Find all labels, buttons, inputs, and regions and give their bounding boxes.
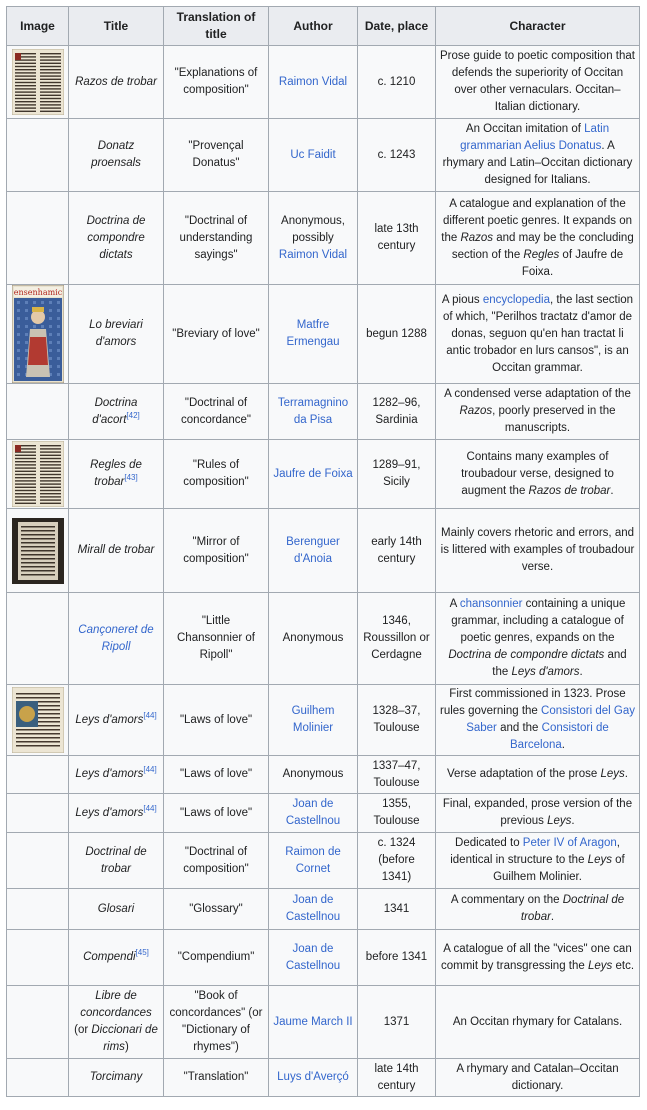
text-run: Anonymous, possibly xyxy=(281,214,345,244)
italic-text: Leys xyxy=(587,959,613,972)
translation-cell: "Laws of love" xyxy=(164,794,269,833)
image-cell xyxy=(7,1059,69,1097)
character-cell xyxy=(436,833,640,889)
table-row xyxy=(7,833,640,889)
date-place-cell: 1289–91, Sicily xyxy=(358,440,436,509)
author-cell xyxy=(269,794,358,833)
image-cell xyxy=(7,889,69,930)
translation-cell: "Mirror of composition" xyxy=(164,509,269,593)
character-cell xyxy=(436,685,640,756)
table-row xyxy=(7,986,640,1059)
citation-ref[interactable]: [43] xyxy=(124,473,138,483)
translation-cell: "Glossary" xyxy=(164,889,269,930)
table-row xyxy=(7,685,640,756)
author-cell xyxy=(269,685,358,756)
text-run: A commentary on the xyxy=(450,894,563,906)
image-cell xyxy=(7,685,69,756)
treatises-table xyxy=(6,6,640,1097)
image-cell xyxy=(7,794,69,833)
table-row xyxy=(7,930,640,986)
table-row xyxy=(7,384,640,440)
italic-text: Leys xyxy=(547,815,572,827)
character-cell xyxy=(436,46,640,119)
title-cell xyxy=(69,889,164,930)
text-run: , poorly preserved in the manuscripts. xyxy=(492,405,616,434)
table-row xyxy=(7,794,640,833)
wiki-link[interactable]: encyclopedia xyxy=(482,293,550,306)
text-run: Prose guide to poetic composition that defends the superiority of Occitan over other vernaculars. Occitan–Italian dictionary. xyxy=(440,50,635,113)
table-row xyxy=(7,509,640,593)
title-cell xyxy=(69,685,164,756)
table-row xyxy=(7,46,640,119)
date-place-cell: c. 1243 xyxy=(358,119,436,192)
wiki-link[interactable]: Matfre Ermengau xyxy=(286,319,340,348)
date-place-cell: 1346, Roussillon or Cerdagne xyxy=(358,593,436,685)
character-cell xyxy=(436,285,640,384)
text-run: Mainly covers rhetoric and errors, and is littered with examples of troubadour verse. xyxy=(440,527,635,573)
italic-text: Doctrina d'acort xyxy=(92,396,138,426)
header-date-place[interactable]: Date, place xyxy=(358,7,436,46)
citation-ref[interactable]: [45] xyxy=(135,948,149,958)
translation-cell: "Doctrinal of understanding sayings" xyxy=(164,192,269,285)
translation-cell: "Doctrinal of composition" xyxy=(164,833,269,889)
image-cell xyxy=(7,384,69,440)
translation-cell: "Translation" xyxy=(164,1059,269,1097)
wiki-link[interactable]: Luys d'Averçó xyxy=(277,1071,349,1083)
wiki-link[interactable]: Joan de Castellnou xyxy=(285,942,341,972)
header-translation[interactable]: Translation of title xyxy=(164,7,269,46)
character-cell xyxy=(436,794,640,833)
citation-ref[interactable]: [44] xyxy=(143,710,157,720)
table-row xyxy=(7,1059,640,1097)
italic-text: Mirall de trobar xyxy=(77,544,155,556)
translation-cell: "Breviary of love" xyxy=(164,285,269,384)
italic-text: Compendi xyxy=(83,951,136,963)
image-cell xyxy=(7,192,69,285)
text-run: Anonymous xyxy=(282,632,344,644)
text-run: (or xyxy=(74,1024,92,1036)
character-cell xyxy=(436,192,640,285)
text-run: ) xyxy=(124,1041,129,1053)
image-cell xyxy=(7,285,69,384)
image-cell xyxy=(7,509,69,593)
manuscript-image[interactable] xyxy=(12,441,64,507)
text-run: . A rhymary and Latin–Occitan dictionary designed for Italians. xyxy=(442,140,633,186)
text-run: and may be the concluding section of the xyxy=(451,231,634,261)
wiki-link[interactable]: Joan de Castellnou xyxy=(285,894,341,923)
text-run: . xyxy=(571,815,575,827)
wiki-link[interactable]: chansonnier xyxy=(459,598,523,610)
text-run: . xyxy=(561,739,565,751)
italic-text: Leys xyxy=(587,854,612,866)
image-cell xyxy=(7,986,69,1059)
text-run: An Occitan rhymary for Catalans. xyxy=(452,1015,623,1028)
character-cell xyxy=(436,509,640,593)
table-row xyxy=(7,119,640,192)
text-run: Dedicated to xyxy=(455,837,523,849)
date-place-cell: 1328–37, Toulouse xyxy=(358,685,436,756)
italic-text: Libre de concordances xyxy=(80,990,152,1019)
text-run: A catalogue of all the "vices" one can commit by transgressing the xyxy=(440,942,632,972)
title-cell xyxy=(69,930,164,986)
author-cell xyxy=(269,1059,358,1097)
wiki-link[interactable]: Latin grammarian Aelius Donatus xyxy=(460,123,610,152)
image-cell xyxy=(7,593,69,685)
citation-ref[interactable]: [44] xyxy=(143,803,157,813)
text-run: , identical in structure to the xyxy=(450,837,620,866)
title-cell xyxy=(69,986,164,1059)
character-cell xyxy=(436,440,640,509)
text-run: , the last section of which, "Perilhos tractatz d'amor de donas, seguon qu'en han tractat li antic trobador en lurs cansos", is an Occitan grammar. xyxy=(442,293,634,374)
text-run: First commissioned in 1323. Prose rules governing the xyxy=(440,688,626,717)
image-cell xyxy=(7,833,69,889)
illumination-caption: ensenhamic xyxy=(13,288,62,297)
date-place-cell: 1337–47, Toulouse xyxy=(358,756,436,794)
wiki-link[interactable]: Uc Faidit xyxy=(290,148,336,161)
table-row xyxy=(7,192,640,285)
title-cell xyxy=(69,285,164,384)
wiki-link[interactable]: Jaufre de Foixa xyxy=(273,467,353,480)
date-place-cell: c. 1210 xyxy=(358,46,436,119)
wiki-link[interactable]: Raimon Vidal xyxy=(278,248,348,261)
italic-text: Doctrinal de trobar xyxy=(520,894,625,923)
wiki-link[interactable]: Joan de Castellnou xyxy=(285,798,341,827)
italic-text: Leys d'amors xyxy=(75,806,144,819)
text-run: A catalogue and explanation of the different poetic genres. It expands on the xyxy=(441,197,633,244)
date-place-cell: c. 1324 (before 1341) xyxy=(358,833,436,889)
author-cell xyxy=(269,119,358,192)
italic-text: Razos de trobar xyxy=(528,484,611,497)
italic-text: Regles xyxy=(523,248,560,261)
italic-text: Doctrina de compondre dictats xyxy=(448,649,605,661)
text-run: An Occitan imitation of xyxy=(465,123,585,135)
italic-text: Razos xyxy=(460,231,494,244)
text-run: . xyxy=(550,911,555,923)
author-cell xyxy=(269,509,358,593)
table-row xyxy=(7,440,640,509)
character-cell xyxy=(436,889,640,930)
title-cell xyxy=(69,192,164,285)
header-title[interactable]: Title xyxy=(69,7,164,46)
character-cell xyxy=(436,930,640,986)
text-run: of Guilhem Molinier. xyxy=(493,854,625,883)
text-run: A pious xyxy=(441,293,483,306)
date-place-cell: late 14th century xyxy=(358,1059,436,1097)
title-cell xyxy=(69,833,164,889)
text-run: . xyxy=(610,484,614,497)
table-row xyxy=(7,889,640,930)
italic-text: Leys xyxy=(600,768,625,780)
date-place-cell: 1341 xyxy=(358,889,436,930)
text-run: containing a unique grammar, including a catalogue of poetic genres, expands on the xyxy=(451,598,626,644)
character-cell xyxy=(436,1059,640,1097)
date-place-cell: late 13th century xyxy=(358,192,436,285)
character-cell xyxy=(436,384,640,440)
title-cell xyxy=(69,46,164,119)
image-cell xyxy=(7,119,69,192)
date-place-cell: early 14th century xyxy=(358,509,436,593)
header-image[interactable]: Image xyxy=(7,7,69,46)
image-cell xyxy=(7,440,69,509)
table-row xyxy=(7,756,640,794)
author-cell xyxy=(269,440,358,509)
text-run: . xyxy=(624,768,628,780)
italic-text: Doctrina de compondre dictats xyxy=(86,214,146,261)
date-place-cell: 1371 xyxy=(358,986,436,1059)
author-cell xyxy=(269,889,358,930)
header-row xyxy=(7,7,640,46)
title-cell xyxy=(69,593,164,685)
text-run: A xyxy=(449,598,460,610)
wiki-link[interactable]: Consistori del Gay Saber xyxy=(466,705,635,734)
date-place-cell: before 1341 xyxy=(358,930,436,986)
text-run: Verse adaptation of the prose xyxy=(447,768,601,780)
wiki-link[interactable]: Terramagnino da Pisa xyxy=(277,396,349,426)
italic-text: Diccionari de rims xyxy=(91,1024,158,1053)
date-place-cell: 1282–96, Sardinia xyxy=(358,384,436,440)
title-cell xyxy=(69,119,164,192)
author-cell xyxy=(269,930,358,986)
citation-ref[interactable]: [44] xyxy=(143,765,157,775)
translation-cell: "Rules of composition" xyxy=(164,440,269,509)
author-cell xyxy=(269,285,358,384)
character-cell xyxy=(436,119,640,192)
author-cell xyxy=(269,384,358,440)
author-cell xyxy=(269,986,358,1059)
wiki-link[interactable]: Jaume March II xyxy=(273,1015,353,1028)
wiki-link[interactable]: Cançoneret de Ripoll xyxy=(78,623,154,653)
italic-text: Glosari xyxy=(97,902,135,915)
italic-text: Lo breviari d'amors xyxy=(89,319,143,348)
wiki-link[interactable]: Peter IV of Aragon xyxy=(522,837,617,849)
text-run: A rhymary and Catalan–Occitan dictionary. xyxy=(456,1062,619,1092)
image-cell xyxy=(7,46,69,119)
translation-cell: "Provençal Donatus" xyxy=(164,119,269,192)
manuscript-image[interactable] xyxy=(12,687,64,753)
text-run: Final, expanded, prose version of the previous xyxy=(442,798,633,827)
translation-cell: "Book of concordances" (or "Dictionary of rhymes") xyxy=(164,986,269,1059)
text-run: Contains many examples of troubadour verse, designed to augment the xyxy=(461,450,614,497)
translation-cell: "Doctrinal of concordance" xyxy=(164,384,269,440)
title-cell xyxy=(69,1059,164,1097)
manuscript-image[interactable] xyxy=(12,518,64,584)
text-run: of Jaufre de Foixa. xyxy=(521,248,624,278)
date-place-cell: 1355, Toulouse xyxy=(358,794,436,833)
italic-text: Leys d'amors xyxy=(511,666,580,678)
table-row xyxy=(7,285,640,384)
author-cell xyxy=(269,46,358,119)
wiki-link[interactable]: Raimon Vidal xyxy=(278,75,348,88)
header-author[interactable]: Author xyxy=(269,7,358,46)
character-cell xyxy=(436,986,640,1059)
author-cell xyxy=(269,833,358,889)
wiki-link[interactable]: Consistori de Barcelona xyxy=(510,722,609,751)
translation-cell: "Explanations of composition" xyxy=(164,46,269,119)
translation-cell: "Laws of love" xyxy=(164,685,269,756)
header-character[interactable]: Character xyxy=(436,7,640,46)
text-run: and the xyxy=(492,649,627,678)
wiki-link[interactable]: Guilhem Molinier xyxy=(291,705,335,734)
table-row xyxy=(7,593,640,685)
author-cell xyxy=(269,756,358,794)
translation-cell: "Little Chansonnier of Ripoll" xyxy=(164,593,269,685)
title-cell xyxy=(69,756,164,794)
italic-text: Leys d'amors xyxy=(75,768,144,780)
text-run: . xyxy=(579,666,583,678)
italic-text: Regles de trobar xyxy=(90,459,142,488)
illumination-image[interactable] xyxy=(11,285,64,383)
citation-ref[interactable]: [42] xyxy=(126,410,140,420)
wiki-link[interactable]: Raimon de Cornet xyxy=(285,845,341,875)
italic-text: Razos de trobar xyxy=(75,75,157,88)
title-cell xyxy=(69,509,164,593)
title-cell xyxy=(69,384,164,440)
text-run: etc. xyxy=(612,959,635,972)
title-cell xyxy=(69,440,164,509)
italic-text: Donatz proensals xyxy=(91,140,141,169)
translation-cell: "Compendium" xyxy=(164,930,269,986)
italic-text: Razos xyxy=(459,405,493,417)
character-cell xyxy=(436,593,640,685)
title-cell xyxy=(69,794,164,833)
character-cell xyxy=(436,756,640,794)
date-place-cell: begun 1288 xyxy=(358,285,436,384)
italic-text: Torcimany xyxy=(89,1071,143,1083)
translation-cell: "Laws of love" xyxy=(164,756,269,794)
text-run: Anonymous xyxy=(282,768,344,780)
wiki-link[interactable]: Berenguer d'Anoia xyxy=(286,535,340,565)
image-cell xyxy=(7,930,69,986)
italic-text: Doctrinal de trobar xyxy=(85,845,147,875)
author-cell xyxy=(269,593,358,685)
text-run: and the xyxy=(496,722,542,734)
author-cell xyxy=(269,192,358,285)
text-run: A condensed verse adaptation of the xyxy=(444,388,631,400)
image-cell xyxy=(7,756,69,794)
manuscript-image[interactable] xyxy=(12,49,64,115)
italic-text: Leys d'amors xyxy=(75,713,144,726)
